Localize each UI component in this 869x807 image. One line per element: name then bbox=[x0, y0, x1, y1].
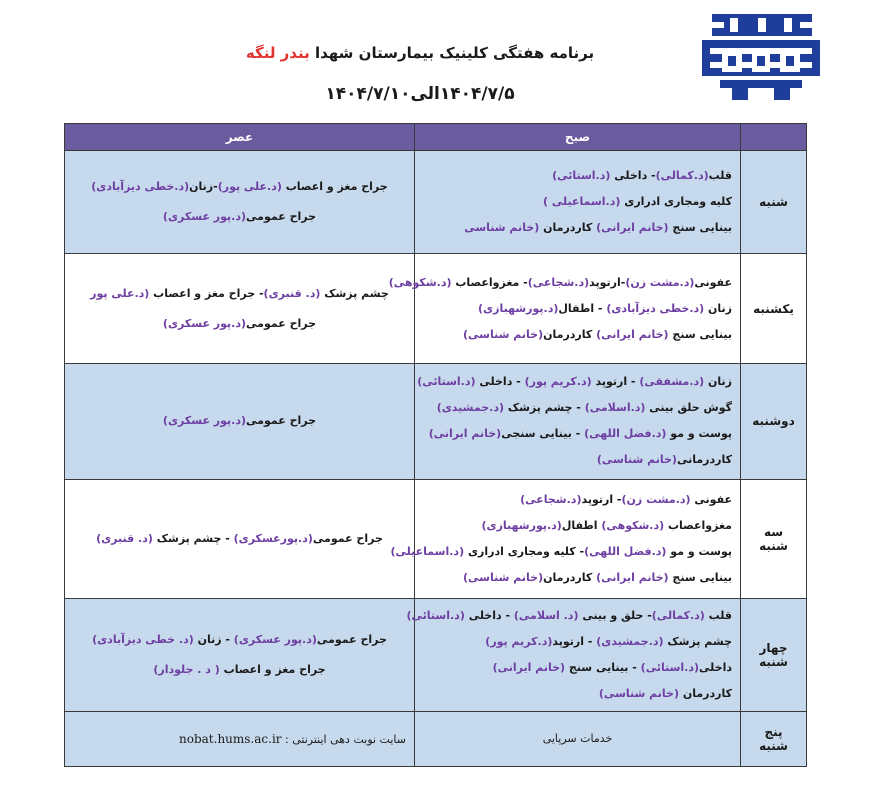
clinic-name: - ارتوپد bbox=[591, 375, 640, 389]
doctor-name: (د.فضل اللهی) bbox=[584, 427, 667, 441]
header-day-cell bbox=[741, 124, 807, 151]
row-seshanbe bbox=[65, 480, 807, 599]
clinic-name: پوست و مو bbox=[666, 427, 732, 441]
doctor-name: (د.مشت زن) bbox=[621, 493, 691, 506]
morning-cell: خدمات سرپایی bbox=[415, 712, 741, 767]
clinic-name: جراح عمومی bbox=[246, 210, 317, 224]
clinic-name: داخلی bbox=[699, 661, 732, 674]
doctor-name: (د. اسلامی) bbox=[513, 609, 579, 622]
doctor-name: (د.کریم پور) bbox=[485, 635, 553, 648]
evening-cell bbox=[65, 151, 415, 254]
clinic-name: - کلیه ومجاری ادراری bbox=[464, 545, 585, 558]
clinic-name: - داخلی bbox=[610, 169, 656, 183]
doctor-name: (د.پورعسکری) bbox=[233, 532, 313, 545]
clinic-name: زنان bbox=[704, 375, 732, 389]
doctor-name: (خانم شناسی) bbox=[463, 571, 544, 584]
clinic-name: پوست و مو bbox=[666, 545, 732, 558]
doctor-name: (د.اسماعیلی) bbox=[390, 545, 465, 558]
doctor-name: (خانم ایرانی) bbox=[596, 571, 669, 584]
clinic-name: جراح مغز و اعصاب bbox=[219, 663, 326, 676]
clinic-name: گوش حلق بینی bbox=[645, 401, 732, 415]
evening-line bbox=[73, 172, 406, 202]
doctor-name: (د.جمشیدی) bbox=[436, 401, 504, 415]
clinic-name: - جراح مغز و اعصاب bbox=[149, 286, 264, 300]
morning-line bbox=[423, 189, 732, 215]
morning-line bbox=[388, 270, 732, 296]
doctor-name: (خانم ایرانی) bbox=[428, 427, 502, 441]
morning-line bbox=[417, 369, 732, 395]
evening-line bbox=[73, 655, 406, 685]
clinic-name: - اطفال bbox=[558, 301, 607, 315]
clinic-name: بینایی سنج bbox=[668, 327, 732, 341]
doctor-name: (خانم ایرانی) bbox=[596, 221, 669, 235]
site-label: سایت نوبت دهی اینترنتی : bbox=[285, 732, 406, 746]
clinic-name: بینایی سنج bbox=[668, 571, 732, 584]
morning-line bbox=[390, 539, 732, 565]
doctor-name: (د. خطی دیزآبادی) bbox=[92, 633, 194, 646]
doctor-name: (د.علی پور) bbox=[217, 180, 282, 194]
clinic-name: جراح عمومی bbox=[246, 414, 317, 428]
day-cell: پنج شنبه bbox=[741, 712, 807, 767]
doctor-name: (خانم ایرانی) bbox=[492, 661, 566, 674]
site-url-link[interactable]: nobat.hums.ac.ir bbox=[179, 731, 282, 746]
clinic-name: جراح مغز و اعصاب bbox=[281, 180, 388, 194]
doctor-name: (د.شکوهی) bbox=[601, 519, 665, 532]
clinic-name: - ارتوپد bbox=[581, 493, 622, 506]
doctor-name: (د.خطی دیزآبادی) bbox=[91, 180, 190, 194]
clinic-name: - چشم پزشک bbox=[152, 532, 234, 545]
evening-cell bbox=[65, 480, 415, 599]
row-panjshanbe bbox=[65, 712, 807, 767]
morning-line bbox=[423, 487, 732, 513]
clinic-name: - داخلی bbox=[464, 609, 514, 622]
doctor-name: (د.علی پور bbox=[90, 286, 150, 300]
morning-line bbox=[423, 681, 732, 707]
evening-line bbox=[73, 202, 406, 232]
title-place: بندر لنگه bbox=[245, 44, 310, 62]
clinic-name: عفونی bbox=[690, 493, 732, 506]
doctor-name: (د.کریم پور) bbox=[524, 375, 592, 389]
evening-line bbox=[73, 279, 406, 309]
clinic-name: جراح عمومی bbox=[316, 633, 387, 646]
row-shanbe bbox=[65, 151, 807, 254]
doctor-name: (د.مشت زن) bbox=[625, 275, 695, 289]
table-header-row bbox=[65, 124, 807, 151]
clinic-name: کاردرمان bbox=[539, 221, 597, 235]
morning-cell bbox=[406, 598, 741, 711]
row-doshanbe bbox=[65, 363, 807, 480]
morning-line bbox=[423, 395, 732, 421]
clinic-name: کاردرمان bbox=[543, 571, 597, 584]
clinic-name: زنان bbox=[704, 301, 732, 315]
morning-line bbox=[423, 215, 732, 241]
doctor-name: (د.استائی) bbox=[406, 609, 465, 622]
clinic-name: کاردرمان bbox=[679, 687, 732, 700]
clinic-name: عفونی bbox=[694, 275, 732, 289]
clinic-name: جراح عمومی bbox=[246, 316, 317, 330]
morning-line bbox=[423, 513, 732, 539]
clinic-name: -ارتوپد bbox=[589, 275, 626, 289]
morning-line bbox=[423, 421, 732, 447]
morning-line bbox=[423, 655, 732, 681]
doctor-name: (د.استائی) bbox=[552, 169, 611, 183]
doctor-name: (خانم شناسی) bbox=[598, 687, 679, 700]
doctor-name: (د.پورشهبازی) bbox=[481, 519, 562, 532]
doctor-name: (د.شجاعی) bbox=[527, 275, 590, 289]
clinic-name: -زنان bbox=[189, 180, 218, 194]
morning-cell bbox=[415, 151, 741, 254]
evening-line bbox=[73, 625, 406, 655]
morning-line bbox=[423, 629, 732, 655]
day-cell: شنبه bbox=[741, 151, 807, 254]
clinic-name: کلیه ومجاری ادراری bbox=[620, 195, 732, 209]
doctor-name: (د. قنبری) bbox=[96, 532, 153, 545]
morning-cell bbox=[390, 480, 741, 599]
evening-cell bbox=[65, 598, 415, 711]
doctor-name: (د.اسلامی) bbox=[584, 401, 646, 415]
clinic-name: بینایی سنج bbox=[668, 221, 732, 235]
morning-line bbox=[406, 603, 732, 629]
clinic-name: - مغزواعصاب bbox=[451, 275, 528, 289]
header-morning: صبح bbox=[415, 124, 741, 151]
doctor-name: (د.مشفقی) bbox=[639, 375, 705, 389]
clinic-name: چشم پزشک bbox=[663, 635, 732, 648]
clinic-name: جراح عمومی bbox=[312, 532, 383, 545]
clinic-name: - داخلی bbox=[475, 375, 525, 389]
clinic-name: - زنان bbox=[193, 633, 234, 646]
clinic-name: کاردرمانی bbox=[676, 453, 732, 467]
morning-line bbox=[423, 296, 732, 322]
morning-cell bbox=[388, 254, 741, 363]
evening-line bbox=[73, 524, 406, 554]
clinic-name: قلب bbox=[704, 609, 732, 622]
doctor-name: (د. قنبری) bbox=[263, 286, 321, 300]
doctor-name: (خانم شناسی bbox=[464, 221, 540, 235]
clinic-name: - بینایی سنج bbox=[565, 661, 641, 674]
doctor-name: (د.کمالی) bbox=[651, 609, 705, 622]
doctor-name: (د.خطی دیزآبادی) bbox=[606, 301, 705, 315]
doctor-name: (د.پور عسکری) bbox=[233, 633, 317, 646]
doctor-name: (د.پور عسکری) bbox=[162, 210, 247, 224]
morning-line bbox=[423, 322, 732, 348]
day-cell: یکشنبه bbox=[741, 254, 807, 363]
doctor-name: (خانم شناسی) bbox=[463, 327, 544, 341]
day-cell: سه شنبه bbox=[741, 480, 807, 599]
doctor-name: (د.پور عسکری) bbox=[162, 414, 247, 428]
doctor-name: (د.پورشهبازی) bbox=[478, 301, 559, 315]
doctor-name: (د.اسماعیلی ) bbox=[542, 195, 621, 209]
doctor-name: (خانم ایرانی) bbox=[596, 327, 669, 341]
evening-line bbox=[73, 309, 406, 339]
clinic-name: - بینایی سنجی bbox=[501, 427, 585, 441]
morning-line bbox=[423, 565, 732, 591]
morning-line bbox=[423, 447, 732, 473]
schedule-body bbox=[65, 151, 807, 767]
morning-cell bbox=[415, 363, 741, 480]
clinic-name: - حلق و بینی bbox=[578, 609, 652, 622]
doctor-name: (خانم شناسی) bbox=[596, 453, 677, 467]
clinic-name: - چشم پزشک bbox=[504, 401, 585, 415]
title-text: برنامه هفتگی کلینیک بیمارستان شهدا bbox=[314, 44, 595, 62]
clinic-name: مغزواعصاب bbox=[664, 519, 732, 532]
day-cell: چهار شنبه bbox=[741, 598, 807, 711]
header-evening: عصر bbox=[65, 124, 415, 151]
evening-line bbox=[73, 406, 406, 436]
evening-cell bbox=[65, 363, 415, 480]
university-seal-logo bbox=[700, 10, 822, 105]
clinic-name: چشم پزشک bbox=[320, 286, 389, 300]
evening-cell bbox=[65, 254, 415, 363]
row-yekshanbe bbox=[65, 254, 807, 363]
clinic-name: - ارتوپد bbox=[552, 635, 597, 648]
doctor-name: (د.استائی) bbox=[640, 661, 700, 674]
doctor-name: ( د . جلودار) bbox=[153, 663, 220, 676]
day-cell: دوشنبه bbox=[741, 363, 807, 480]
clinic-name: اطفال bbox=[561, 519, 602, 532]
date-range: ۱۴۰۴/۷/۵الی۱۴۰۴/۷/۱۰ bbox=[325, 84, 515, 104]
doctor-name: (د.پور عسکری) bbox=[162, 316, 247, 330]
doctor-name: (د.شکوهی) bbox=[388, 275, 452, 289]
doctor-name: (د.کمالی) bbox=[655, 169, 709, 183]
doctor-name: (د.شجاعی) bbox=[520, 493, 582, 506]
row-chaharshanbe bbox=[65, 598, 807, 711]
page-title bbox=[160, 44, 680, 62]
weekly-schedule-table bbox=[64, 123, 807, 767]
clinic-name: کاردرمان bbox=[543, 327, 597, 341]
doctor-name: (د.فضل اللهی) bbox=[584, 545, 667, 558]
doctor-name: (د.استائی) bbox=[417, 375, 476, 389]
clinic-name: قلب bbox=[708, 169, 732, 183]
booking-site-cell bbox=[65, 712, 415, 767]
morning-line bbox=[423, 163, 732, 189]
doctor-name: (د.جمشیدی) bbox=[596, 635, 664, 648]
